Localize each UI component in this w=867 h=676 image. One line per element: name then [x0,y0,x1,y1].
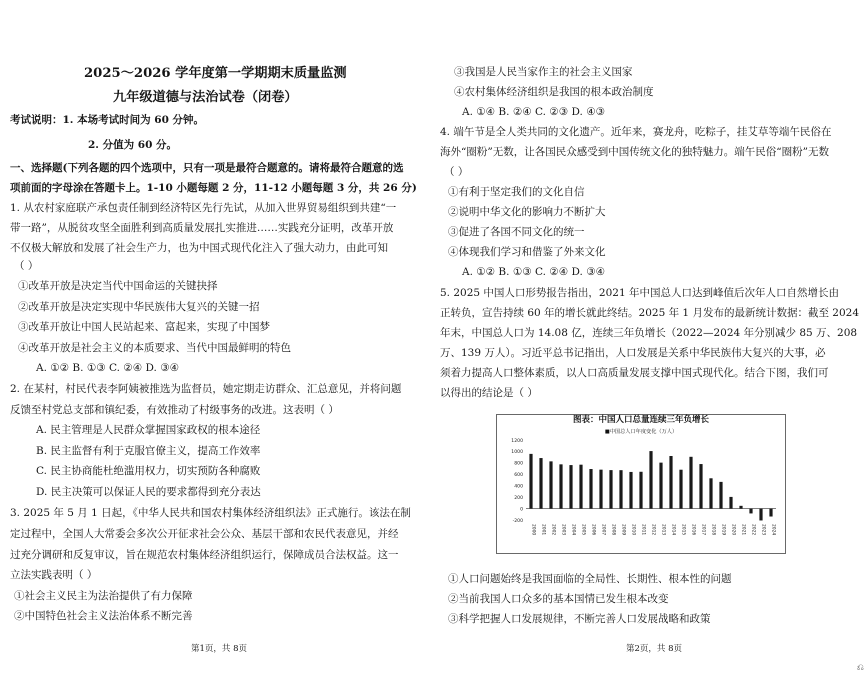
q5-stem: 须着力提高人口整体素质，以人口高质量发展支撑中国式现代化。结合下图，我们可 [440,367,829,379]
q2-choice-a: A. 民主管理是人民群众掌握国家政权的根本途径 [36,424,261,436]
x-tick-label: 2006 [590,524,596,536]
q3-stem: 过充分调研和反复审议，旨在规范农村集体经济组织运行，保障成员合法权益。这一 [10,549,399,561]
q2-choice-b: B. 民主监督有利于克服官僚主义，提高工作效率 [36,445,261,457]
q3-choices: A. ①④ B. ②④ C. ②③ D. ④③ [462,106,606,118]
y-tick-label: 400 [514,484,523,490]
page-footer: 第2页，共 8页 [626,644,683,654]
x-tick-label: 2014 [670,524,676,536]
x-tick-label: 2019 [720,524,726,536]
section1-heading: 一、选择题(下列各题的四个选项中，只有一项是最符合题意的。请将最符合题意的选 [10,162,404,174]
chart-legend: ■中国总人口年度变化（万人） [604,429,678,435]
page-1 [0,0,433,676]
bar-2011 [639,472,642,509]
y-tick-label: 200 [514,495,523,501]
q3-stem: 立法实践表明（ ） [10,569,98,581]
bar-2021 [739,506,742,509]
q1-option: ④改革开放是社会主义的本质要求、当代中国最鲜明的特色 [18,342,291,354]
bar-2006 [589,469,592,509]
q5-option: ①人口问题始终是我国面临的全局性、长期性、根本性的问题 [448,573,732,585]
q4-answer-paren: （ ） [444,166,469,178]
bar-2005 [579,465,582,509]
bar-2019 [719,482,722,509]
q4-option: ②说明中华文化的影响力不断扩大 [448,206,606,218]
x-tick-label: 2002 [550,524,556,536]
q5-option: ②当前我国人口众多的基本国情已发生根本改变 [448,593,669,605]
x-tick-label: 2013 [660,524,666,536]
bar-2012 [649,451,652,508]
q5-stem: 万、139 万人）。习近平总书记指出，人口发展是关系中华民族伟大复兴的大事，必 [440,347,826,359]
q4-stem: 海外“圈粉”无数，让各国民众感受到中国传统文化的独特魅力。端午民俗“圈粉”无数 [440,146,829,158]
q5-stem: 以得出的结论是（ ） [440,387,538,399]
q2-stem: 反馈至村党总支部和镇纪委，有效推动了村级事务的改进。这表明（ ） [10,404,339,416]
q1-option: ②改革开放是决定实现中华民族伟大复兴的关键一招 [18,301,260,313]
scan-corner-mark: ⎌ [856,663,864,673]
y-tick-label: -200 [512,518,523,524]
q1-choices: A. ①② B. ①③ C. ②④ D. ③④ [36,362,180,374]
q1-stem: 不仅极大解放和发展了社会生产力，也为中国式现代化注入了强大动力，由此可知 [10,242,388,254]
exam-title: 2025～2026 学年度第一学期期末质量监测 [84,66,347,81]
bar-2009 [619,470,622,508]
bar-2008 [609,470,612,508]
bar-2007 [599,470,602,509]
bar-2016 [689,457,692,509]
q3-stem: 定过程中，全国人大常委会多次公开征求社会公众、基层干部和农民代表意见，并经 [10,528,399,540]
q5-stem: 5. 2025 中国人口形势报告指出，2021 年中国总人口达到峰值后次年人口自然增长由 [440,287,839,299]
bar-2004 [569,465,572,508]
q3-option: ①社会主义民主为法治提供了有力保障 [14,590,193,602]
y-tick-label: 0 [520,507,523,513]
bar-2020 [729,497,732,509]
exam-subtitle: 九年级道德与法治试卷（闭卷） [113,90,298,105]
page-footer: 第1页，共 8页 [191,644,248,654]
bar-2000 [529,454,532,509]
bar-2022 [749,509,752,514]
exam-note-2: 2. 分值为 60 分。 [88,139,178,151]
x-tick-label: 2000 [530,524,536,536]
q4-option: ①有利于坚定我们的文化自信 [448,186,585,198]
bar-2015 [679,470,682,509]
x-tick-label: 2018 [710,524,716,536]
x-tick-label: 2001 [540,524,546,536]
q5-stem: 年末，中国总人口为 14.08 亿，连续三年负增长（2022—2024 年分别减少 85 万、208 [440,327,858,339]
population-chart [496,414,786,554]
q5-stem: 正转负，宣告持续 60 年的增长就此终结。2025 年 1 月发布的最新统计数据：截至 2024 [440,307,860,319]
x-tick-label: 2009 [620,524,626,536]
x-tick-label: 2017 [700,524,706,536]
bar-2023 [759,509,762,521]
y-tick-label: 1200 [511,438,523,444]
bar-2002 [549,461,552,508]
y-tick-label: 600 [514,473,523,479]
section1-heading-cont: 项前面的字母涂在答题卡上。1-10 小题每题 2 分，11-12 小题每题 3 分，共 26 分) [10,182,417,194]
q4-option: ④体现我们学习和借鉴了外来文化 [448,246,606,258]
q2-stem: 2. 在某村，村民代表李阿姨被推选为监督员，她定期走访群众、汇总意见，并将问题 [10,383,402,395]
q1-option: ①改革开放是决定当代中国命运的关键抉择 [18,280,218,292]
x-tick-label: 2023 [760,524,766,536]
q4-stem: 4. 端午节是全人类共同的文化遗产。近年来，赛龙舟，吃粽子，挂艾草等端午民俗在 [440,126,832,138]
x-tick-label: 2004 [570,524,576,536]
q4-choices: A. ①② B. ①③ C. ②④ D. ③④ [462,266,606,278]
q3-option: ②中国特色社会主义法治体系不断完善 [14,610,193,622]
q3-stem: 3. 2025 年 5 月 1 日起，《中华人民共和国农村集体经济组织法》正式施行。该法在制 [10,507,411,519]
q2-choice-d: D. 民主决策可以保证人民的要求都得到充分表达 [36,486,261,498]
bar-2014 [669,456,672,509]
bar-2013 [659,463,662,509]
bar-2010 [629,472,632,509]
q1-option: ③改革开放让中国人民站起来、富起来，实现了中国梦 [18,321,270,333]
y-tick-label: 1000 [511,450,523,456]
q2-choice-c: C. 民主协商能杜绝滥用权力，切实预防各种腐败 [36,465,261,477]
x-tick-label: 2012 [650,524,656,536]
x-tick-label: 2016 [690,524,696,536]
x-tick-label: 2005 [580,524,586,536]
y-tick-label: 800 [514,461,523,467]
bar-2001 [539,458,542,509]
bar-2017 [699,464,702,509]
q1-answer-paren: （ ） [14,260,39,272]
x-tick-label: 2010 [630,524,636,536]
x-tick-label: 2022 [750,524,756,536]
q3-option: ④农村集体经济组织是我国的根本政治制度 [454,86,654,98]
page-2 [434,0,867,676]
q3-option: ③我国是人民当家作主的社会主义国家 [454,66,633,78]
exam-note-1: 考试说明：1. 本场考试时间为 60 分钟。 [10,114,205,126]
x-tick-label: 2015 [680,524,686,536]
q4-option: ③促进了各国不同文化的统一 [448,226,585,238]
x-tick-label: 2024 [770,524,776,536]
x-tick-label: 2007 [600,524,606,536]
bar-2018 [709,478,712,508]
chart-title: 图表：中国人口总量连续三年负增长 [572,415,710,425]
q5-option: ③科学把握人口发展规律，不断完善人口发展战略和政策 [448,613,711,625]
x-tick-label: 2008 [610,524,616,536]
q1-stem: 带一路”，从脱贫攻坚全面胜利到高质量发展扎实推进……实践充分证明，改革开放 [10,222,394,234]
x-tick-label: 2003 [560,524,566,536]
bar-2024 [769,509,772,517]
bar-2003 [559,464,562,508]
x-tick-label: 2011 [640,524,646,536]
q1-stem: 1. 从农村家庭联产承包责任制到经济特区先行先试，从加入世界贸易组织到共建“一 [10,202,397,214]
x-tick-label: 2020 [730,524,736,536]
x-tick-label: 2021 [740,524,746,536]
